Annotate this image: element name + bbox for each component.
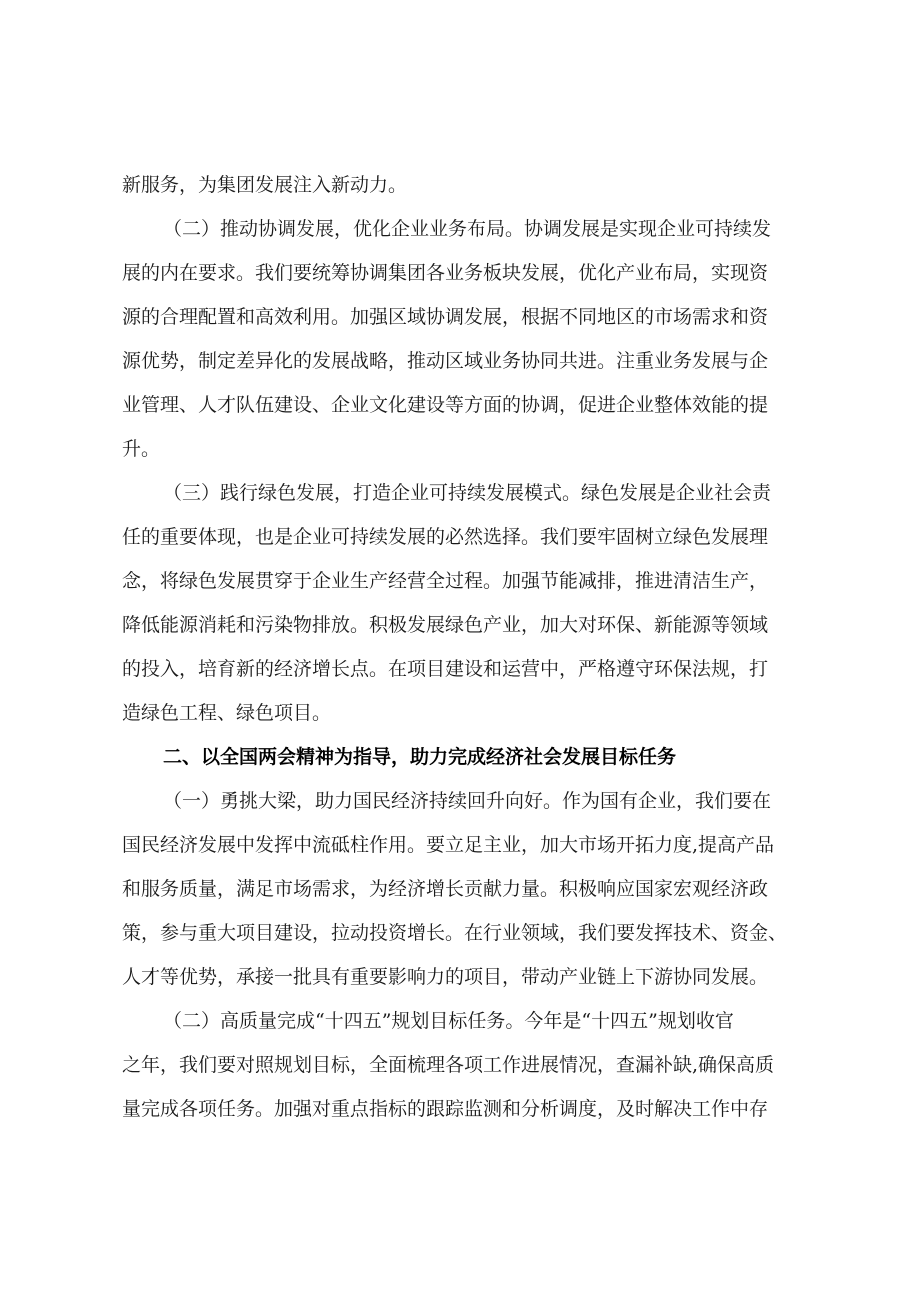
section-heading: 二、以全国两会精神为指导，助力完成经济社会发展目标任务 — [163, 746, 677, 768]
text-line: 展的内在要求。我们要统筹协调集团各业务板块发展，优化产业布局，实现资 — [122, 262, 769, 284]
text-line: 策，参与重大项目建设，拉动投资增长。在行业领域，我们要发挥技术、资金、 — [122, 922, 788, 944]
text-line: 之年，我们要对照规划目标，全面梳理各项工作进展情况，查漏补缺,确保高质 — [122, 1054, 775, 1076]
paragraph-start-line: （二）高质量完成“十四五”规划目标任务。今年是“十四五”规划收官 — [163, 1010, 734, 1032]
text-line: 人才等优势，承接一批具有重要影响力的项目，带动产业链上下游协同发展。 — [122, 966, 769, 988]
text-line: 新服务，为集团发展注入新动力。 — [122, 174, 408, 196]
text-line: 业管理、人才队伍建设、企业文化建设等方面的协调，促进企业整体效能的提 — [122, 394, 769, 416]
text-line: 降低能源消耗和污染物排放。积极发展绿色产业，加大对环保、新能源等领域 — [122, 614, 769, 636]
text-line: 任的重要体现，也是企业可持续发展的必然选择。我们要牢固树立绿色发展理 — [122, 526, 769, 548]
text-line: 的投入，培育新的经济增长点。在项目建设和运营中，严格遵守环保法规，打 — [122, 658, 769, 680]
paragraph-start-line: （三）践行绿色发展，打造企业可持续发展模式。绿色发展是企业社会责 — [163, 482, 772, 504]
text-line: 念，将绿色发展贯穿于企业生产经营全过程。加强节能减排，推进清洁生产， — [122, 570, 769, 592]
text-line: 量完成各项任务。加强对重点指标的跟踪监测和分析调度，及时解决工作中存 — [122, 1098, 769, 1120]
text-line: 造绿色工程、绿色项目。 — [122, 702, 332, 724]
text-line: 国民经济发展中发挥中流砥柱作用。要立足主业，加大市场开拓力度,提高产品 — [122, 834, 775, 856]
paragraph-start-line: （一）勇挑大梁，助力国民经济持续回升向好。作为国有企业，我们要在 — [163, 790, 772, 812]
text-line: 源的合理配置和高效利用。加强区域协调发展，根据不同地区的市场需求和资 — [122, 306, 769, 328]
text-line: 升。 — [122, 438, 161, 460]
paragraph-start-line: （二）推动协调发展，优化企业业务布局。协调发展是实现企业可持续发 — [163, 218, 772, 240]
text-line: 源优势，制定差异化的发展战略，推动区域业务协同共进。注重业务发展与企 — [122, 350, 769, 372]
text-line: 和服务质量，满足市场需求，为经济增长贡献力量。积极响应国家宏观经济政 — [122, 878, 769, 900]
